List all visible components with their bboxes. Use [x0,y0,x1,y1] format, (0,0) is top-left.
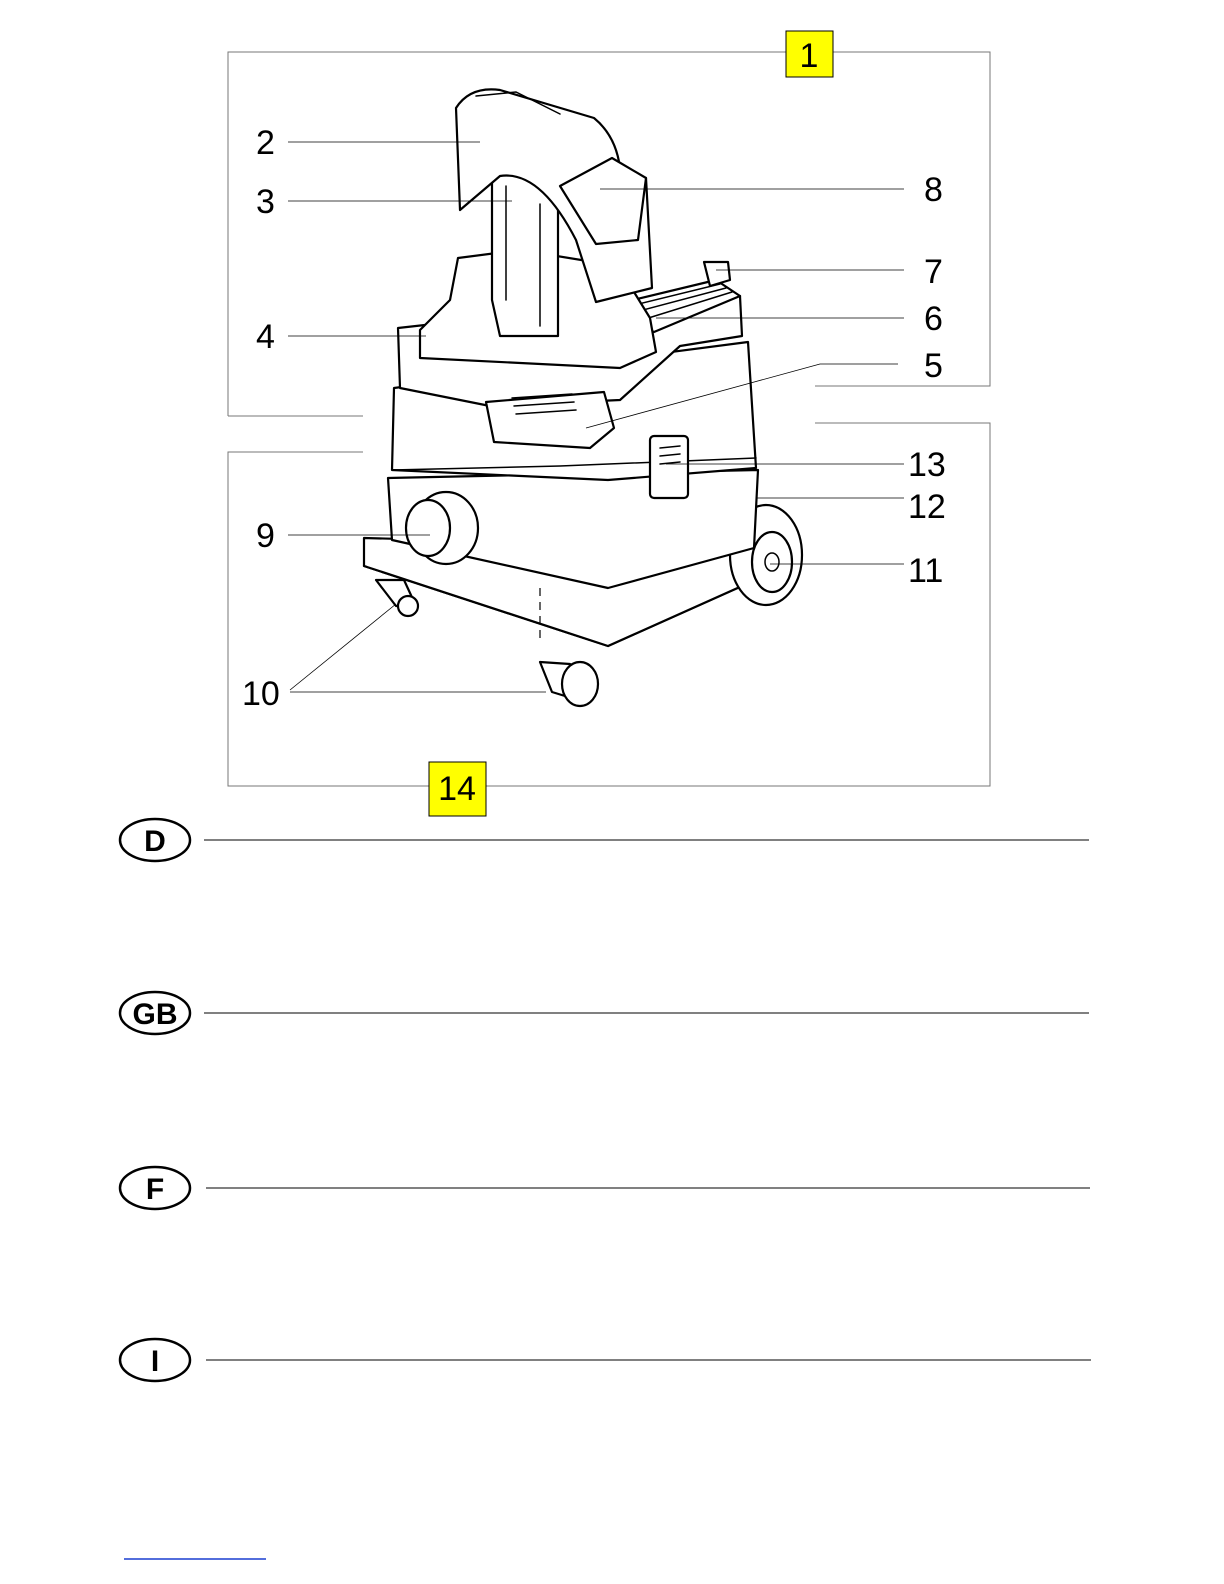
callout-6: 6 [924,300,943,338]
language-code-gb: GB [132,998,178,1031]
callout-4: 4 [256,318,275,356]
language-section-d [120,819,1089,861]
callout-8: 8 [924,171,943,209]
callout-5: 5 [924,347,943,385]
language-code-f: F [145,1173,165,1206]
callout-12: 12 [908,488,946,526]
leader-10a [290,604,396,690]
callout-2: 2 [256,124,275,162]
callout-10: 10 [242,675,280,713]
callout-7: 7 [924,253,943,291]
language-section-f [120,1167,1090,1209]
callout-11: 11 [908,552,944,590]
callout-3: 3 [256,183,275,221]
language-section-i [120,1339,1091,1381]
callout-13: 13 [908,446,946,484]
language-code-i: I [150,1345,160,1378]
marker-bottom-label: 14 [438,770,476,808]
callout-9: 9 [256,517,275,555]
language-code-d: D [144,825,166,858]
marker-top-label: 1 [799,37,819,75]
language-section-gb [120,992,1089,1034]
marker-top [786,31,833,77]
marker-bottom [429,762,486,816]
vacuum-cleaner-drawing [364,89,802,706]
